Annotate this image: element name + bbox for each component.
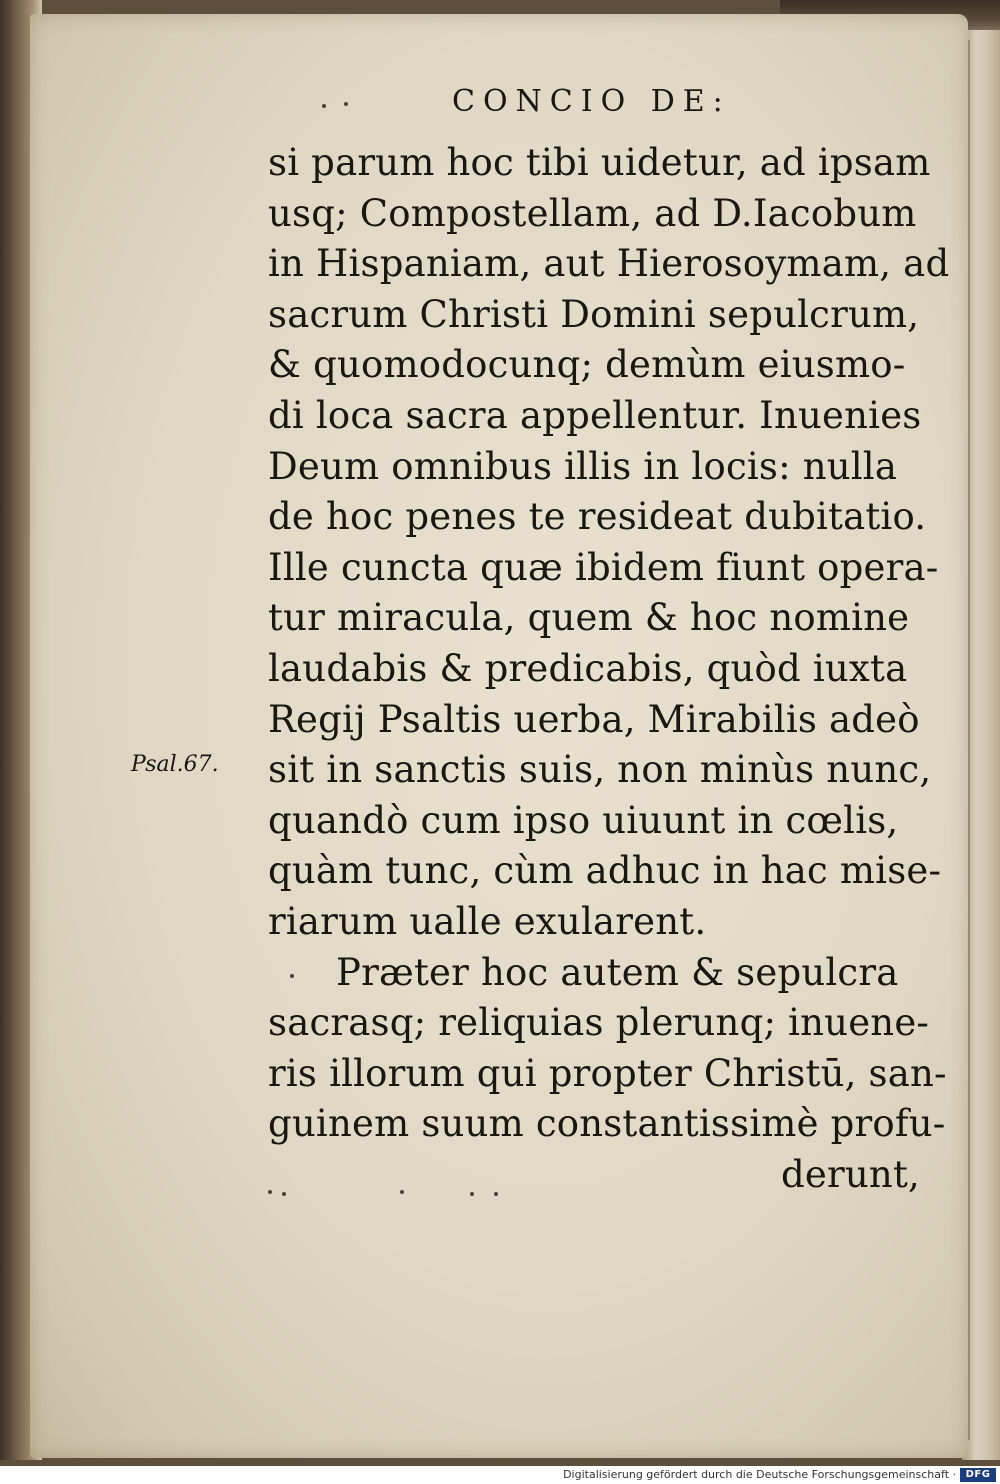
ink-speck (494, 1192, 498, 1196)
text-line: in Hispaniam, aut Hierosoymam, ad (268, 242, 950, 286)
text-line: si parum hoc tibi uidetur, ad ipsam (268, 141, 931, 184)
text-line: quàm tunc, cùm adhuc in hac mise- (268, 849, 942, 893)
footer-credit: Digitalisierung gefördert durch die Deutsche Forschungsgemeinschaft · (563, 1468, 956, 1481)
text-line: & quomodocunq; demùm eiusmo- (268, 343, 906, 387)
text-line-indented: Præter hoc autem & sepulcra (336, 950, 899, 994)
ink-speck (322, 104, 326, 108)
text-line: Deum omnibus illis in locis: nulla (268, 444, 898, 488)
catchword: derunt, (781, 1152, 920, 1196)
ink-speck (344, 102, 348, 106)
text-line: quandò cum ipso uiuunt in cœlis, (268, 798, 899, 842)
text-line: Ille cuncta quæ ibidem fiunt opera- (268, 545, 939, 589)
body-text (268, 138, 950, 1200)
fore-edge-line (968, 40, 970, 1440)
text-line: usq; Compostellam, ad D.Iacobum (268, 191, 917, 235)
running-head: CONCIO DE: (452, 84, 731, 119)
ink-speck (470, 1192, 474, 1196)
ink-speck (400, 1190, 404, 1194)
text-line: ris illorum qui propter Christū, san- (268, 1051, 947, 1095)
text-line: di loca sacra appellentur. Inuenies (268, 393, 922, 437)
text-line: laudabis & predicabis, quòd iuxta (268, 646, 908, 690)
text-line: sacrum Christi Domini sepulcrum, (268, 292, 920, 336)
text-line: Regij Psaltis uerba, Mirabilis adeò (268, 697, 920, 741)
text-line: riarum ualle exularent. (268, 899, 707, 943)
ink-speck (268, 1190, 272, 1194)
dfg-logo: DFG (960, 1468, 996, 1482)
ink-speck (290, 974, 294, 978)
text-line: guinem suum constantissimè profu- (268, 1102, 946, 1146)
marginal-note: Psal.67. (131, 752, 219, 777)
text-line: sit in sanctis suis, non minùs nunc, (268, 748, 932, 792)
text-line: de hoc penes te resideat dubitatio. (268, 495, 927, 539)
text-line: sacrasq; reliquias plerunq; inuene- (268, 1001, 930, 1045)
text-line: tur miracula, quem & hoc nomine (268, 596, 910, 640)
ink-speck (282, 1192, 286, 1196)
